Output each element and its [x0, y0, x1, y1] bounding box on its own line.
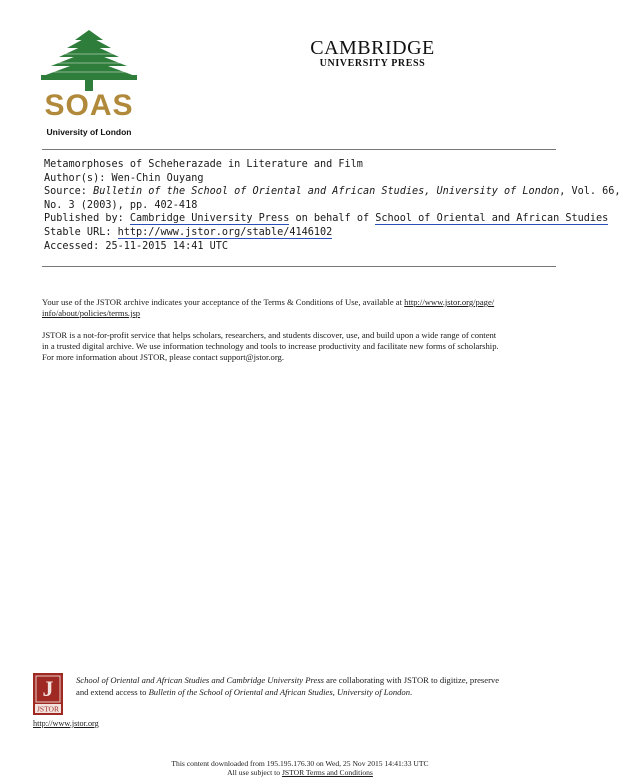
jstor-seal-icon: [33, 673, 63, 715]
journal-title: Bulletin of the School of Oriental and African Studies, University of London: [93, 186, 560, 198]
source-line: [44, 185, 621, 199]
tree-icon: [41, 30, 137, 92]
collab-end: .: [410, 687, 413, 697]
jstor-info-line1: JSTOR is a not-for-profit service that helps scholars, researchers, and students discover, use, and build upon a wide range of content: [42, 330, 497, 340]
terms-footer-line: [0, 768, 600, 777]
issue-pages: No. 3 (2003), pp. 402-418: [44, 199, 198, 211]
svg-text:J: J: [42, 676, 54, 701]
jstor-homepage-link[interactable]: http://www.jstor.org: [33, 719, 99, 728]
top-divider: [42, 149, 556, 150]
article-metadata: [44, 158, 621, 253]
jstor-info-line3: For more information about JSTOR, please contact support@jstor.org.: [42, 352, 284, 362]
terms-notice: [42, 297, 558, 319]
cambridge-subtitle: UNIVERSITY PRESS: [319, 58, 426, 69]
download-info: This content downloaded from 195.195.176.30 on Wed, 25 Nov 2015 14:41:33 UTC: [171, 759, 429, 768]
soas-logo: [41, 30, 137, 138]
cambridge-wordmark: CAMBRIDGE: [310, 37, 435, 59]
published-line: [44, 212, 609, 226]
soas-wordmark: SOAS: [44, 89, 134, 122]
jstor-info-line2: in a trusted digital archive. We use information technology and tools to increase productivity and facilitate new forms of scholarship.: [42, 341, 499, 351]
author-line: [44, 172, 554, 186]
accessed-line: Accessed: 25-11-2015 14:41 UTC: [44, 240, 229, 252]
publisher-link[interactable]: Cambridge University Press: [129, 213, 290, 225]
stable-url-label: Stable URL:: [44, 226, 112, 238]
on-behalf-text: on behalf of: [295, 213, 370, 225]
author-label: Author(s):: [44, 172, 106, 184]
author-name: Wen-Chin Ouyang: [111, 172, 204, 184]
collab-text-1: are collaborating with JSTOR to digitize, preserve: [326, 675, 500, 685]
partner-names: School of Oriental and African Studies and Cambridge University Press: [76, 675, 325, 685]
volume-text: , Vol. 66,: [559, 186, 621, 198]
jstor-description: [42, 330, 558, 363]
article-title: Metamorphoses of Scheherazade in Literature and Film: [44, 159, 363, 170]
jstor-logo-label: JSTOR: [37, 704, 59, 714]
collab-text-2: and extend access to: [76, 687, 147, 697]
middle-divider: [42, 266, 556, 267]
stable-url-link[interactable]: http://www.jstor.org/stable/4146102: [117, 226, 333, 238]
cambridge-logo: [300, 38, 445, 70]
footer-prefix: All use subject to: [227, 768, 281, 777]
terms-text: Your use of the JSTOR archive indicates your acceptance of the Terms & Conditions of Use, available at: [42, 297, 403, 307]
source-label: Source:: [44, 186, 87, 198]
published-label: Published by:: [44, 213, 124, 225]
jstor-logo[interactable]: [33, 673, 63, 715]
society-link[interactable]: School of Oriental and African Studies: [375, 213, 609, 225]
soas-subtitle: University of London: [46, 127, 132, 137]
download-footer: [0, 759, 600, 777]
stable-url-line: [44, 226, 554, 240]
collab-journal: Bulletin of the School of Oriental and African Studies, University of London: [148, 687, 411, 697]
footer-terms-link[interactable]: JSTOR Terms and Conditions: [281, 768, 373, 777]
terms-link[interactable]: http://www.jstor.org/page/ info/about/policies/terms.jsp: [42, 297, 495, 318]
collaboration-note: [76, 674, 560, 698]
